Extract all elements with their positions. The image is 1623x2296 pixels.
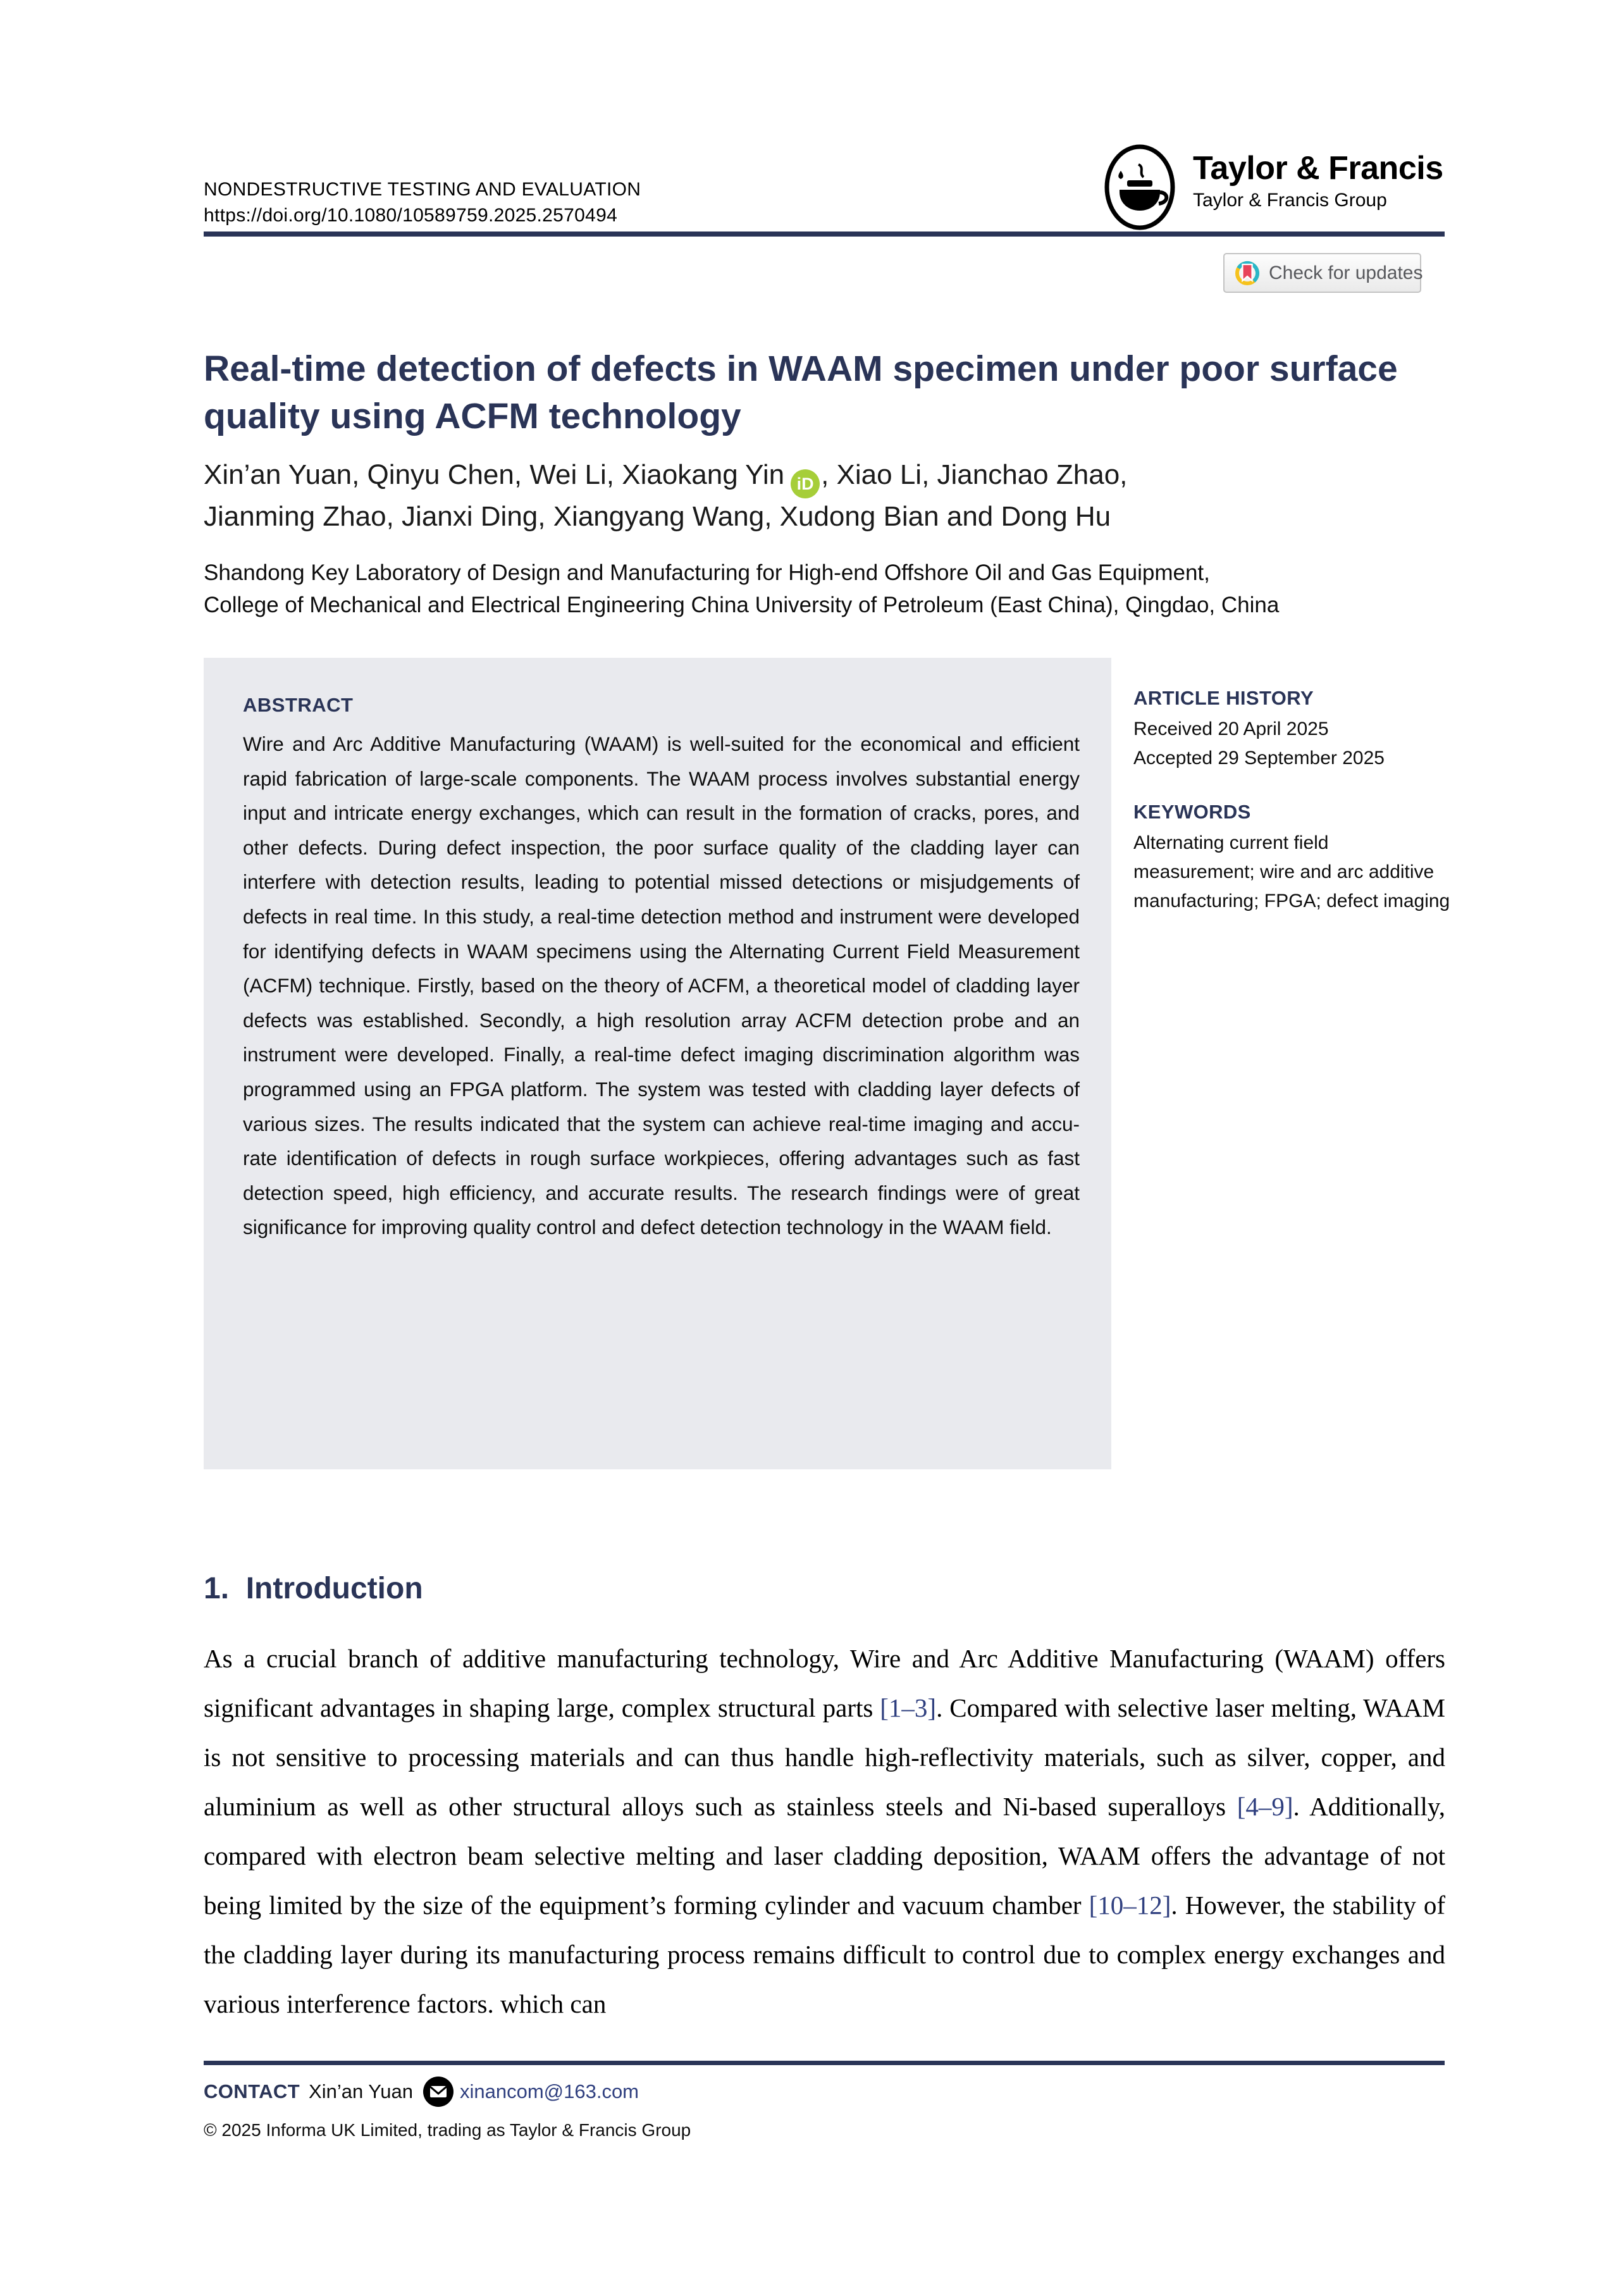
contact-row	[204, 2077, 639, 2107]
section-heading-introduction: 1. Introduction	[204, 1571, 423, 1605]
article-meta-sidebar	[1133, 687, 1451, 916]
received-date: Received 20 April 2025	[1133, 719, 1329, 739]
orcid-icon[interactable]: iD	[791, 469, 820, 498]
author-line-2: Jianming Zhao, Jianxi Ding, Xiangyang Wang, Xudong Bian and Dong Hu	[204, 501, 1111, 532]
introduction-paragraph: As a crucial branch of additive manufacturing technology, Wire and Arc Additive Manufacturing (WAAM) offers significant advantages in shaping large, complex structural parts [1–3]. Compared with selective laser melting, WAAM is not sensitive to processing materials and can thus handle high-reflectivity materials, such as silver, copper, and aluminium as well as other structural alloys such as stainless steels and Ni-based superalloys [4–9]. Additionally, compared with electron beam selective melting and laser cladding deposition, WAAM offers the advantage of not being limited by the size of the equipment’s forming cylinder and vacuum chamber [10–12]. However, the stability of the cladding layer during its manufacturing process remains difficult to control due to complex energy exchanges and various interference factors. which can	[204, 1644, 1445, 2018]
contact-label: CONTACT	[204, 2080, 300, 2102]
publisher-group: Taylor & Francis Group	[1193, 190, 1387, 211]
author-list	[204, 457, 1127, 535]
contact-email-link[interactable]: xinancom@163.com	[459, 2080, 639, 2102]
article-title: Real-time detection of defects in WAAM specimen under poor surface quality using ACFM technology	[204, 349, 1398, 437]
copyright-line: © 2025 Informa UK Limited, trading as Taylor & Francis Group	[204, 2120, 691, 2140]
affiliation-line-1: Shandong Key Laboratory of Design and Manufacturing for High-end Offshore Oil and Gas Equipment,	[204, 560, 1210, 585]
crossmark-icon	[1233, 259, 1261, 287]
keywords-block	[1133, 801, 1451, 916]
article-history-heading: ARTICLE HISTORY	[1133, 687, 1314, 709]
authors-after-orcid: , Xiao Li, Jianchao Zhao,	[821, 459, 1128, 490]
citation-link[interactable]: [4–9]	[1237, 1792, 1293, 1821]
keywords-heading: KEYWORDS	[1133, 801, 1251, 823]
author-line-1	[204, 457, 1127, 498]
authors-before-orcid: Xin’an Yuan, Qinyu Chen, Wei Li, Xiaokang Yin	[204, 459, 785, 490]
accepted-date: Accepted 29 September 2025	[1133, 748, 1385, 768]
check-for-updates-label: Check for updates	[1269, 262, 1423, 283]
affiliation	[204, 557, 1469, 621]
affiliation-line-2: College of Mechanical and Electrical Engineering China University of Petroleum (East China), Qingdao, China	[204, 593, 1280, 617]
publisher-logo	[1102, 142, 1443, 233]
citation-link[interactable]: [10–12]	[1089, 1891, 1171, 1920]
citation-link[interactable]: [1–3]	[880, 1693, 937, 1722]
journal-header	[204, 176, 641, 228]
journal-name: NONDESTRUCTIVE TESTING AND EVALUATION	[204, 179, 641, 200]
header-divider	[204, 231, 1445, 237]
abstract-text: Wire and Arc Additive Manufacturing (WAAM) is well-suited for the economical and efficient rapid fabrication of large-scale components. The WAAM process involves substantial energy input and intricate energy exchanges, which can result in the formation of cracks, pores, and other defects. During defect inspection, the poor surface quality of the cladding layer can interfere with detection results, leading to potential missed detections or misjudgements of defects in real time. In this study, a real-time detection method and instrument were developed for identifying defects in WAAM specimens using the Alternating Current Field Measurement (ACFM) technique. Firstly, based on the theory of ACFM, a theoretical model of cladding layer defects was established. Secondly, a high resolution array ACFM detection probe and an instrument were developed. Finally, a real-time defect imaging discrimination algorithm was programmed using an FPGA platform. The system was tested with cladding layer defects of various sizes. The results indicated that the system can achieve real-time imaging and accurate identification of defects in rough surface workpieces, offering advantages such as fast detection speed, high efficiency, and accurate results. The research findings were of great significance for improving quality control and defect detection technology in the WAAM field.	[243, 732, 1080, 1239]
publisher-wordmark	[1193, 142, 1443, 211]
footer-divider	[204, 2061, 1445, 2065]
teapot-logo-icon	[1102, 142, 1178, 233]
publisher-name: Taylor & Francis	[1193, 150, 1443, 187]
doi-link[interactable]: https://doi.org/10.1080/10589759.2025.2570494	[204, 205, 618, 226]
abstract-panel	[204, 658, 1111, 1469]
keywords-text: Alternating current field measurement; wire and arc additive manufacturing; FPGA; defect imaging	[1133, 832, 1450, 911]
contact-name: Xin’an Yuan	[309, 2080, 413, 2102]
abstract-heading: ABSTRACT	[243, 694, 354, 716]
check-for-updates-button[interactable]	[1223, 253, 1421, 293]
email-icon	[423, 2077, 454, 2107]
